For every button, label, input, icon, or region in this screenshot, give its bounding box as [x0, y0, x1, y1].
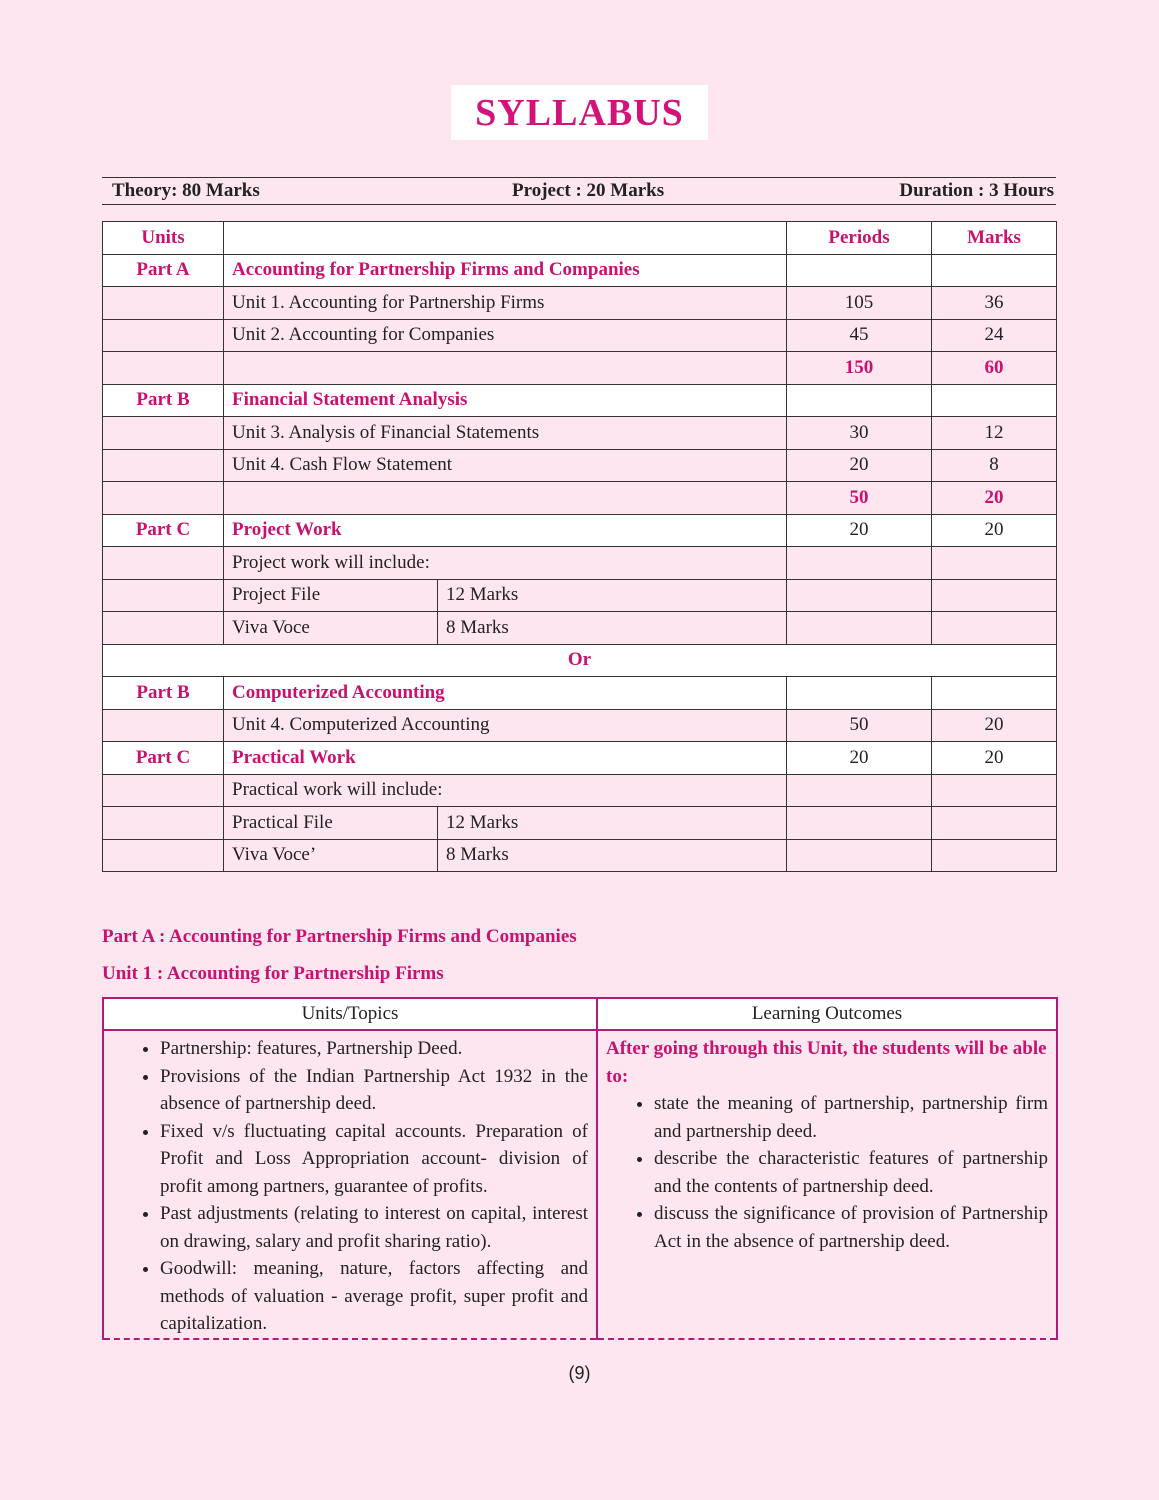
marks-cell — [932, 839, 1057, 872]
marks-cell: 20 — [932, 709, 1057, 742]
unit-cell — [103, 579, 224, 612]
unit1-heading: Unit 1 : Accounting for Partnership Firms — [102, 963, 444, 984]
header-marks: Marks — [932, 222, 1057, 255]
unit-cell: Part C — [103, 742, 224, 775]
unit-cell — [103, 839, 224, 872]
outcomes-intro: After going through this Unit, the students will be able to: — [606, 1038, 1047, 1087]
topic-cell — [224, 352, 787, 385]
header-topic — [224, 222, 787, 255]
unit-cell: Part C — [103, 514, 224, 547]
topic-cell: Viva Voce’ — [224, 839, 438, 872]
periods-cell — [787, 579, 932, 612]
table-row — [103, 417, 1057, 450]
periods-cell: 50 — [787, 482, 932, 515]
sub-marks-cell: 12 Marks — [438, 579, 787, 612]
unit-cell — [103, 482, 224, 515]
marks-cell — [932, 579, 1057, 612]
unit-cell — [103, 612, 224, 645]
topic-cell: Practical File — [224, 807, 438, 840]
table-row — [103, 547, 1057, 580]
unit-cell — [103, 319, 224, 352]
periods-cell: 105 — [787, 287, 932, 320]
periods-cell — [787, 612, 932, 645]
sub-marks-cell: 12 Marks — [438, 807, 787, 840]
marks-cell: 20 — [932, 482, 1057, 515]
outcome-item: • state the meaning of partnership, partnership firm and partnership deed. — [654, 1090, 1048, 1145]
unit-cell — [103, 449, 224, 482]
unit-cell — [103, 709, 224, 742]
topic-cell: Viva Voce — [224, 612, 438, 645]
marks-cell: 24 — [932, 319, 1057, 352]
topic-item: • Goodwill: meaning, nature, factors affecting and methods of valuation - average profit, super profit and capitalization. — [160, 1255, 588, 1338]
table-row — [103, 677, 1057, 710]
marks-cell: 8 — [932, 449, 1057, 482]
outcome-item: • discuss the significance of provision of Partnership Act in the absence of partnership deed. — [654, 1200, 1048, 1255]
sub-marks-cell: 8 Marks — [438, 612, 787, 645]
table-row — [103, 352, 1057, 385]
topics-list — [112, 1035, 588, 1338]
topic-cell: Unit 2. Accounting for Companies — [224, 319, 787, 352]
topic-cell: Computerized Accounting — [224, 677, 787, 710]
project-marks: Project : 20 Marks — [512, 180, 665, 201]
or-separator: Or — [103, 644, 1057, 677]
periods-cell — [787, 839, 932, 872]
table-row — [103, 807, 1057, 840]
periods-cell: 45 — [787, 319, 932, 352]
marks-cell: 20 — [932, 742, 1057, 775]
table-row — [103, 612, 1057, 645]
marks-cell — [932, 547, 1057, 580]
table-row — [103, 644, 1057, 677]
topic-cell: Project work will include: — [224, 547, 787, 580]
marks-cell — [932, 384, 1057, 417]
outcomes-cell — [597, 1030, 1057, 1339]
marks-cell: 12 — [932, 417, 1057, 450]
topic-item: • Past adjustments (relating to interest on capital, interest on drawing, salary and profit sharing ratio). — [160, 1200, 588, 1255]
learning-outcomes-table — [102, 997, 1058, 1340]
table-row — [103, 384, 1057, 417]
unit-cell: Part B — [103, 677, 224, 710]
lo-header-row — [103, 998, 1057, 1030]
unit-cell — [103, 417, 224, 450]
periods-cell: 20 — [787, 449, 932, 482]
unit-cell — [103, 547, 224, 580]
topic-cell: Practical Work — [224, 742, 787, 775]
lo-body-row — [103, 1030, 1057, 1339]
marks-cell — [932, 254, 1057, 287]
topic-cell: Practical work will include: — [224, 774, 787, 807]
page-title: SYLLABUS — [475, 91, 684, 134]
topic-cell: Unit 4. Computerized Accounting — [224, 709, 787, 742]
periods-cell — [787, 547, 932, 580]
table-row — [103, 482, 1057, 515]
outcome-item: • describe the characteristic features of partnership and the contents of partnership deed. — [654, 1145, 1048, 1200]
unit-cell — [103, 774, 224, 807]
topic-cell: Unit 4. Cash Flow Statement — [224, 449, 787, 482]
periods-cell — [787, 807, 932, 840]
periods-cell — [787, 774, 932, 807]
table-row — [103, 254, 1057, 287]
topic-item: • Fixed v/s fluctuating capital accounts. Preparation of Profit and Loss Appropriation account- division of profit among partners, guarantee of profits. — [160, 1118, 588, 1201]
marks-cell — [932, 807, 1057, 840]
duration: Duration : 3 Hours — [899, 180, 1054, 201]
table-row — [103, 287, 1057, 320]
part-a-heading: Part A : Accounting for Partnership Firms and Companies — [102, 926, 577, 947]
topic-cell: Project Work — [224, 514, 787, 547]
table-row — [103, 579, 1057, 612]
header-units-topics: Units/Topics — [103, 998, 597, 1030]
marks-cell: 36 — [932, 287, 1057, 320]
unit-cell — [103, 352, 224, 385]
exam-info-bar — [102, 177, 1056, 205]
topic-item: • Partnership: features, Partnership Deed. — [160, 1035, 588, 1063]
topic-cell: Financial Statement Analysis — [224, 384, 787, 417]
header-learning-outcomes: Learning Outcomes — [597, 998, 1057, 1030]
topic-item: • Provisions of the Indian Partnership Act 1932 in the absence of partnership deed. — [160, 1063, 588, 1118]
periods-cell — [787, 677, 932, 710]
title-box — [451, 85, 708, 140]
periods-cell: 20 — [787, 514, 932, 547]
sub-marks-cell: 8 Marks — [438, 839, 787, 872]
unit-cell — [103, 287, 224, 320]
topic-cell: Project File — [224, 579, 438, 612]
table-row — [103, 709, 1057, 742]
outcomes-list — [606, 1090, 1048, 1255]
marks-cell — [932, 677, 1057, 710]
theory-marks: Theory: 80 Marks — [112, 180, 260, 201]
page-number: (9) — [568, 1363, 591, 1383]
topic-cell: Unit 1. Accounting for Partnership Firms — [224, 287, 787, 320]
marks-cell: 60 — [932, 352, 1057, 385]
marks-cell — [932, 612, 1057, 645]
topic-cell: Unit 3. Analysis of Financial Statements — [224, 417, 787, 450]
periods-cell: 150 — [787, 352, 932, 385]
table-row — [103, 449, 1057, 482]
marks-cell — [932, 774, 1057, 807]
header-units: Units — [103, 222, 224, 255]
header-periods: Periods — [787, 222, 932, 255]
unit-cell — [103, 807, 224, 840]
periods-cell: 30 — [787, 417, 932, 450]
periods-cell: 20 — [787, 742, 932, 775]
topics-cell — [103, 1030, 597, 1339]
table-row — [103, 742, 1057, 775]
periods-cell — [787, 254, 932, 287]
syllabus-table — [102, 221, 1057, 872]
marks-cell: 20 — [932, 514, 1057, 547]
table-row — [103, 319, 1057, 352]
topic-cell: Accounting for Partnership Firms and Companies — [224, 254, 787, 287]
unit-cell: Part A — [103, 254, 224, 287]
topic-cell — [224, 482, 787, 515]
table-row — [103, 839, 1057, 872]
unit-cell: Part B — [103, 384, 224, 417]
table-row — [103, 514, 1057, 547]
table-header-row — [103, 222, 1057, 255]
periods-cell — [787, 384, 932, 417]
table-row — [103, 774, 1057, 807]
periods-cell: 50 — [787, 709, 932, 742]
